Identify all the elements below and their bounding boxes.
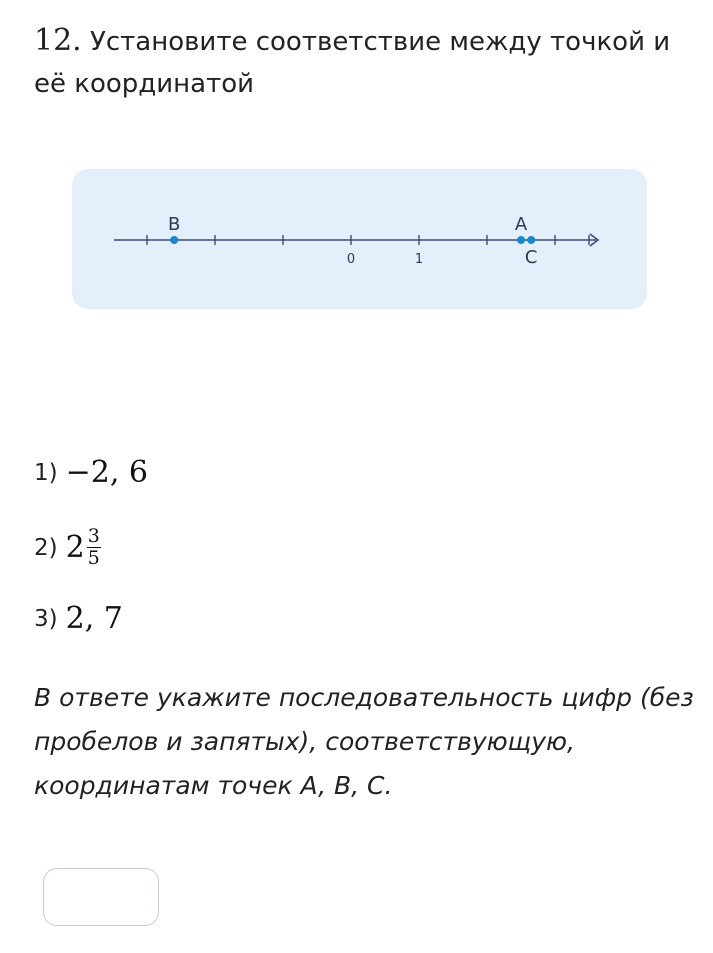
instruction-text: В ответе укажите последовательность цифр (без пробелов и запятых), соответствующую, координатам точек A, B, C. (34, 683, 694, 800)
number-line-svg (72, 169, 647, 309)
option-2-whole: 2 (65, 530, 85, 565)
option-3 (34, 601, 123, 636)
task-header (34, 20, 684, 105)
option-1-number: 1) (34, 459, 58, 486)
task-number: 12. (34, 23, 82, 58)
point-c-marker (527, 236, 535, 244)
point-a-label: A (514, 214, 528, 235)
option-2-numerator: 3 (87, 525, 100, 547)
tick-label-0: 0 (346, 252, 356, 267)
option-3-number: 3) (34, 605, 58, 632)
option-2-fraction (87, 527, 101, 568)
option-3-value: 2, 7 (65, 601, 123, 636)
option-2 (34, 527, 101, 568)
option-2-denominator: 5 (87, 547, 100, 569)
tick-label-1: 1 (414, 252, 424, 267)
number-line-figure (72, 169, 647, 309)
point-c-label: C (524, 247, 538, 268)
option-1 (34, 455, 148, 490)
option-2-mixed-number (66, 527, 101, 568)
option-1-value: −2, 6 (65, 455, 148, 490)
answer-input[interactable] (43, 868, 159, 926)
task-prompt: Установите соответствие между точкой и её координатой (34, 27, 671, 99)
point-b-label: B (168, 214, 181, 235)
point-b-marker (170, 236, 178, 244)
option-2-number: 2) (34, 534, 58, 561)
point-a-marker (517, 236, 525, 244)
